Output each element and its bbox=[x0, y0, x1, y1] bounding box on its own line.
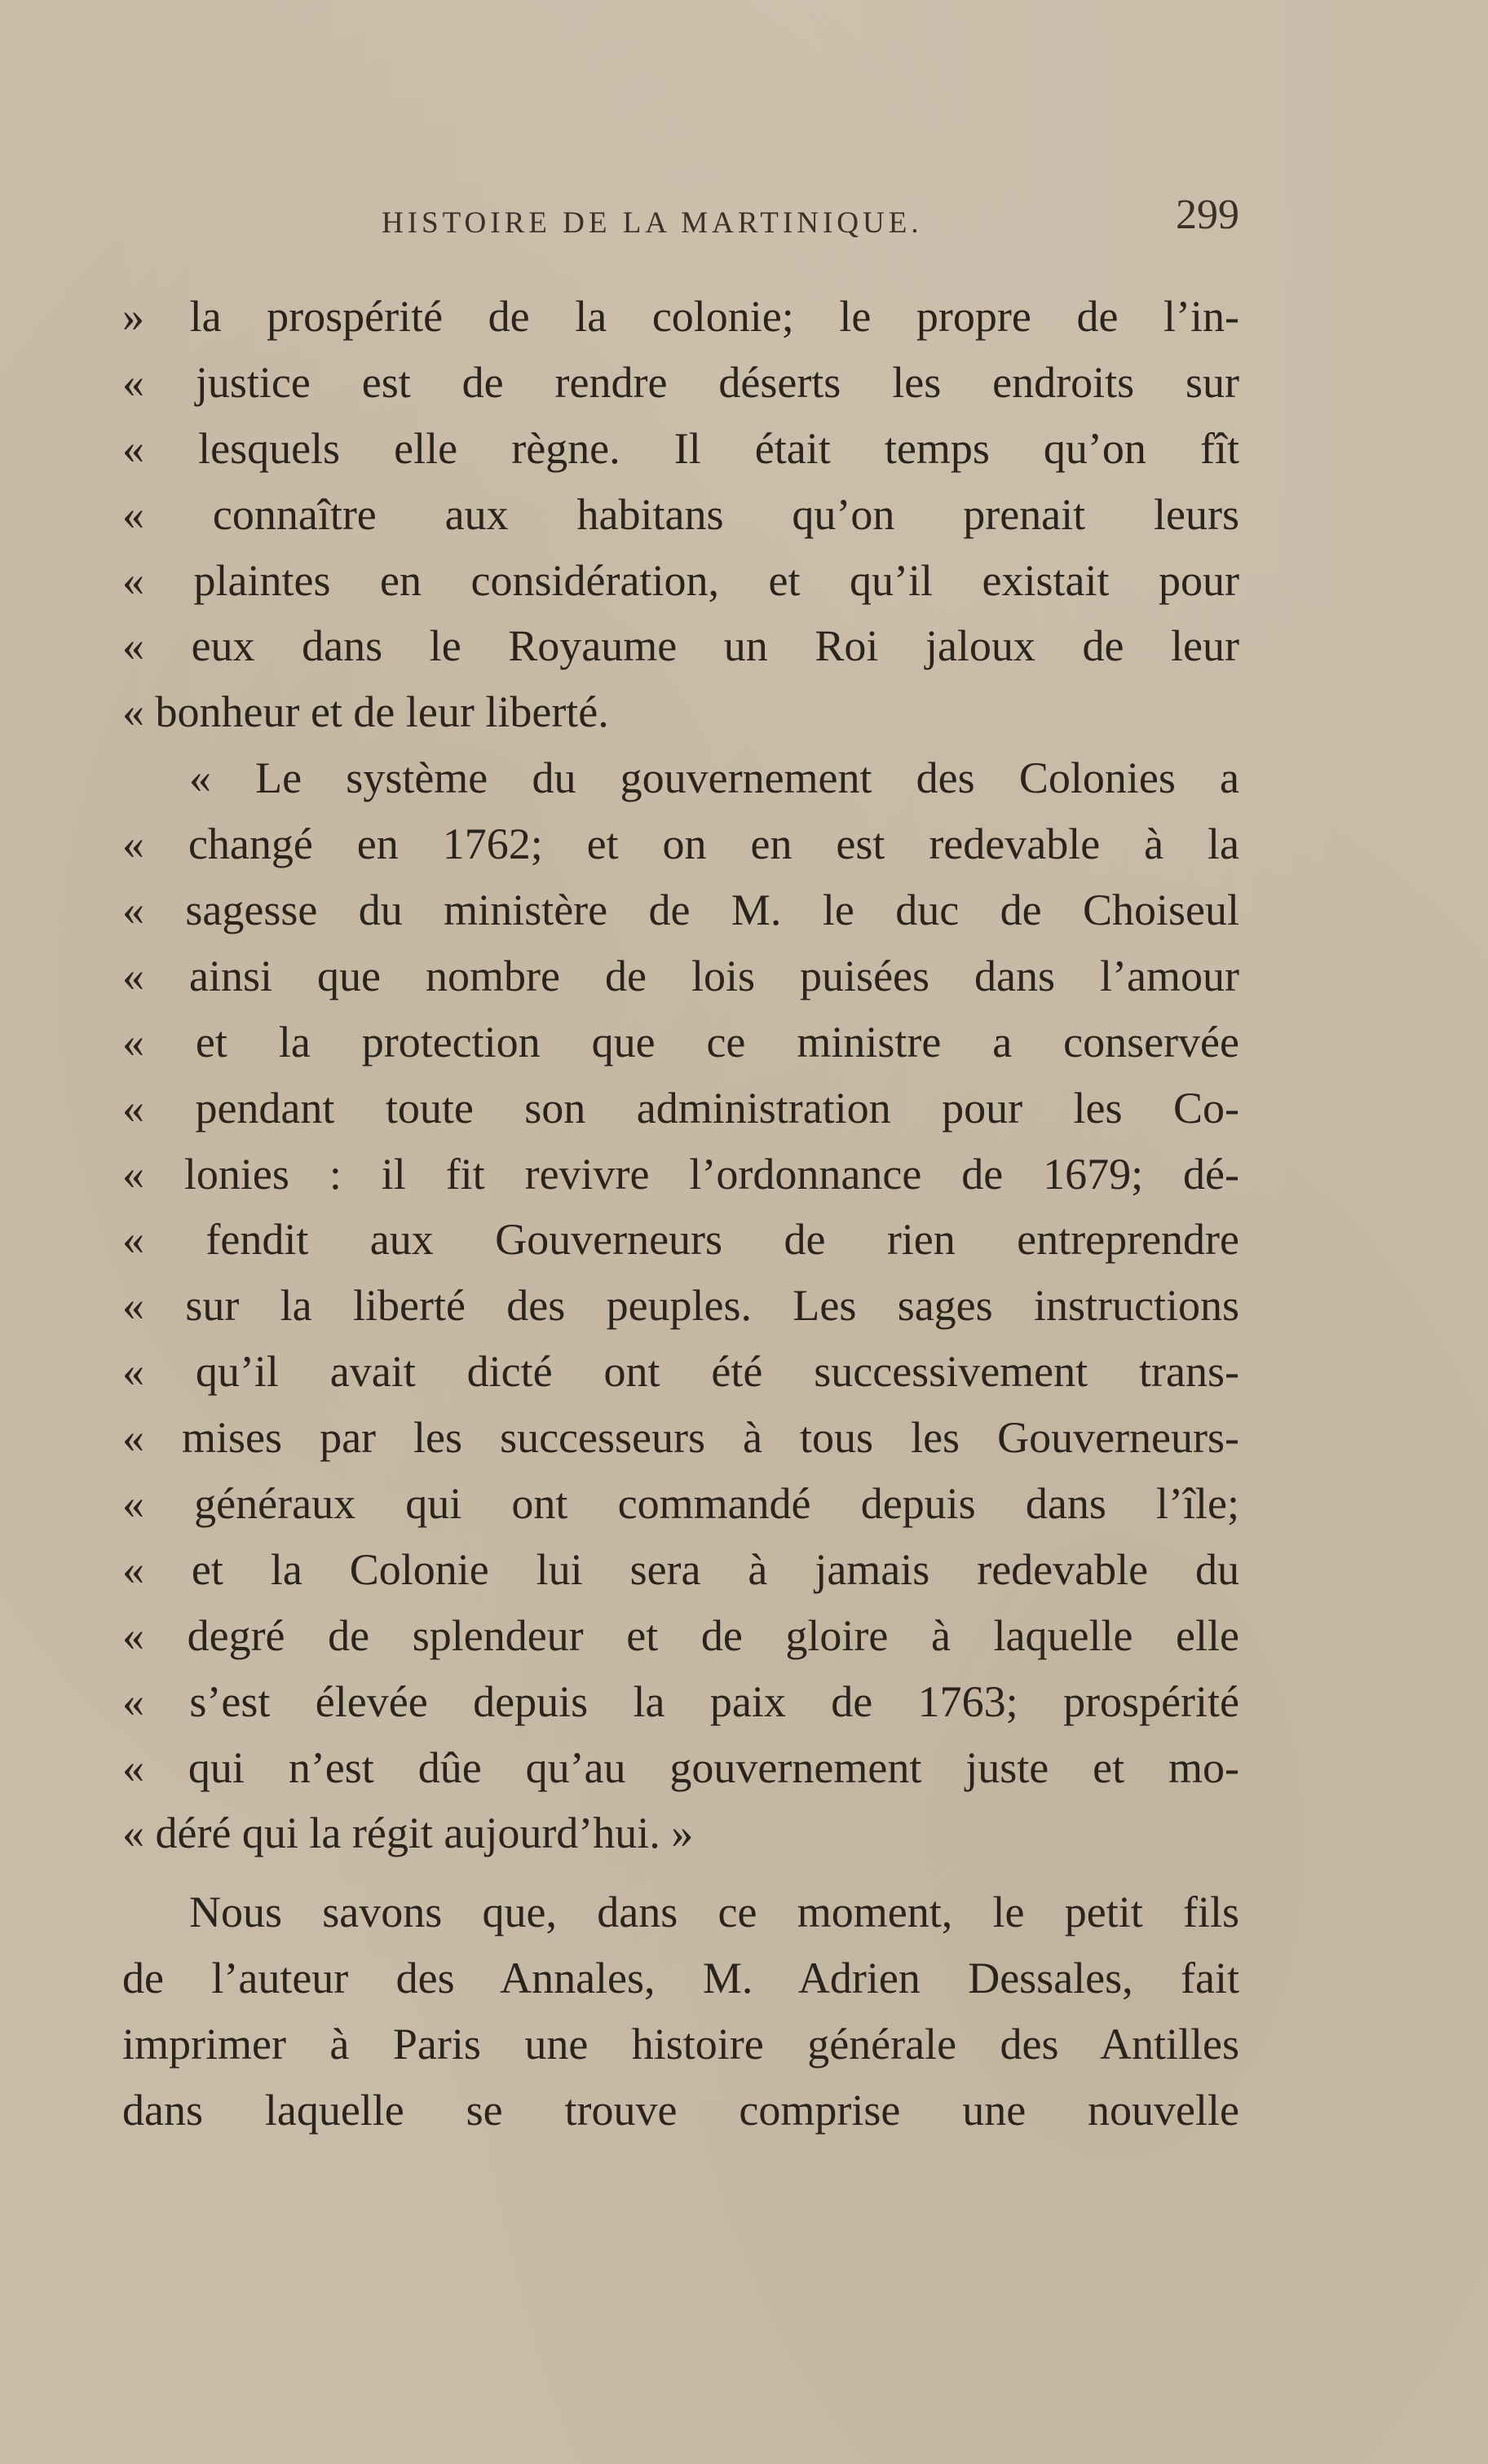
page-body bbox=[122, 284, 1239, 2144]
text-line: Nous savons que, dans ce moment, le petit fils bbox=[189, 1888, 1239, 1937]
text-line: imprimer à Paris une histoire générale des Antilles bbox=[122, 2020, 1239, 2069]
text-line: « plaintes en considération, et qu’il existait pour bbox=[122, 555, 1239, 605]
text-line: « généraux qui ont commandé depuis dans l’île; bbox=[122, 1479, 1239, 1529]
running-head bbox=[122, 191, 1239, 256]
running-title: HISTOIRE DE LA MARTINIQUE. bbox=[382, 206, 923, 240]
text-line: « justice est de rendre déserts les endroits sur bbox=[122, 357, 1239, 407]
text-line: « bonheur et de leur liberté. bbox=[122, 687, 609, 737]
page-number: 299 bbox=[1176, 192, 1239, 238]
text-line: de l’auteur des Annales, M. Adrien Dessales, fait bbox=[122, 1954, 1239, 2003]
text-line: « sagesse du ministère de M. le duc de Choiseul bbox=[122, 885, 1239, 935]
text-line: « degré de splendeur et de gloire à laquelle elle bbox=[122, 1610, 1239, 1660]
paragraph-gap bbox=[122, 1866, 1239, 1879]
text-line: « s’est élevée depuis la paix de 1763; prospérité bbox=[122, 1676, 1239, 1726]
text-line: « mises par les successeurs à tous les Gouverneurs- bbox=[122, 1413, 1239, 1463]
text-line: « déré qui la régit aujourd’hui. » bbox=[122, 1808, 694, 1858]
text-line: « connaître aux habitans qu’on prenait leurs bbox=[122, 489, 1239, 539]
text-line: « eux dans le Royaume un Roi jaloux de leur bbox=[122, 621, 1239, 671]
text-line: « pendant toute son administration pour les Co- bbox=[122, 1083, 1239, 1133]
text-line: « lonies : il fit revivre l’ordonnance de 1679; dé- bbox=[122, 1149, 1239, 1199]
text-line: « changé en 1762; et on en est redevable à la bbox=[122, 819, 1239, 869]
text-line: « Le système du gouvernement des Colonies a bbox=[189, 753, 1239, 803]
text-line: « et la protection que ce ministre a conservée bbox=[122, 1017, 1239, 1066]
text-line: » la prospérité de la colonie; le propre de l’in- bbox=[122, 292, 1239, 341]
text-line: « sur la liberté des peuples. Les sages instructions bbox=[122, 1281, 1239, 1331]
text-line: dans laquelle se trouve comprise une nouvelle bbox=[122, 2086, 1239, 2135]
text-line: « lesquels elle règne. Il était temps qu’on fît bbox=[122, 423, 1239, 473]
text-line: « et la Colonie lui sera à jamais redevable du bbox=[122, 1544, 1239, 1594]
text-line: « fendit aux Gouverneurs de rien entreprendre bbox=[122, 1215, 1239, 1265]
text-line: « qu’il avait dicté ont été successivement trans- bbox=[122, 1347, 1239, 1397]
text-line: « ainsi que nombre de lois puisées dans l’amour bbox=[122, 951, 1239, 1000]
text-line: « qui n’est dûe qu’au gouvernement juste et mo- bbox=[122, 1742, 1239, 1792]
